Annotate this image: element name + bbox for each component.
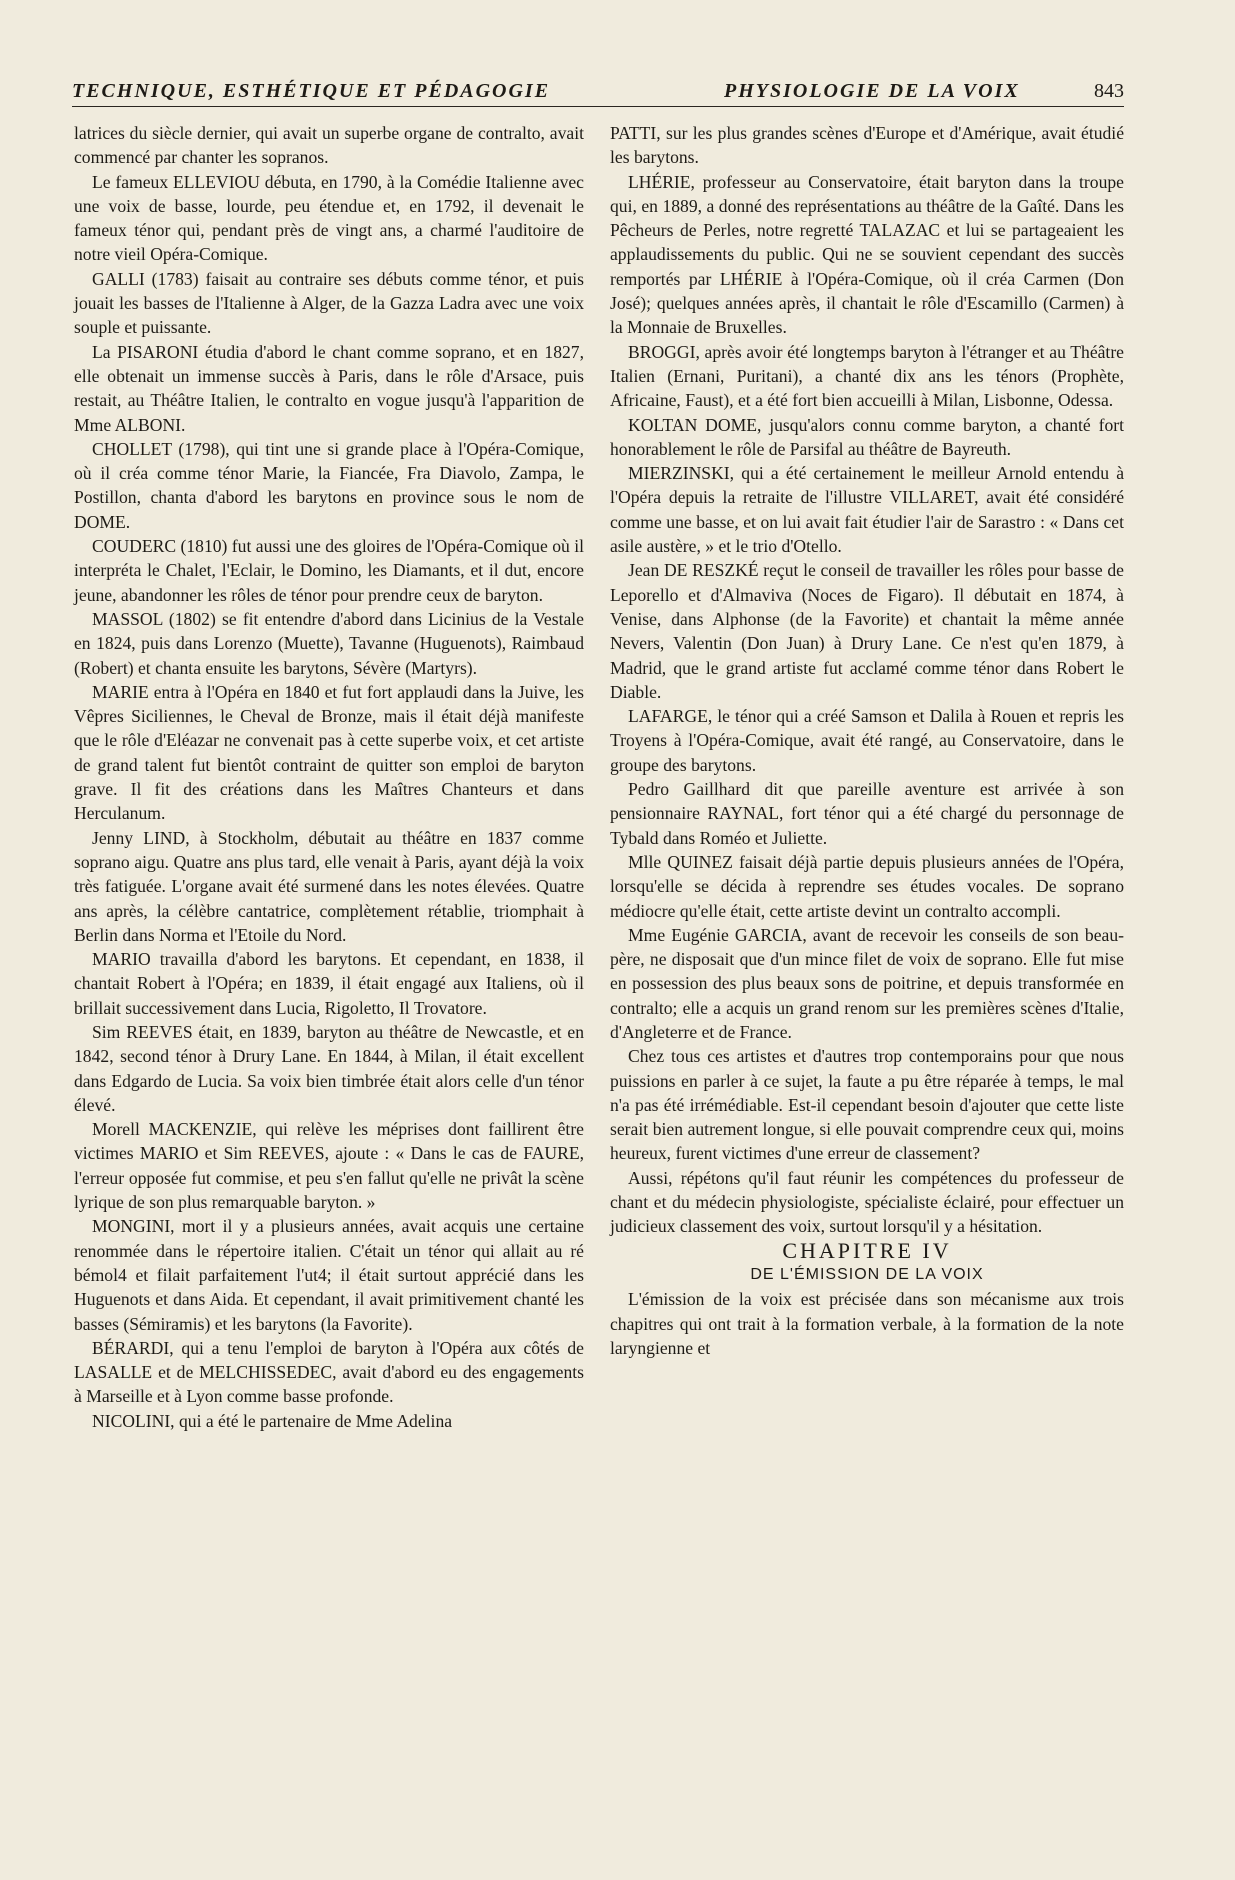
chapter-subtitle: DE L'ÉMISSION DE LA VOIX	[750, 1265, 984, 1283]
paragraph: Morell MACKENZIE, qui relève les méprises dont faillirent être victimes MARIO et Sim REEVES, ajoute : « Dans le cas de FAURE, l'erreur opposée fut commise, et peu s'en fallut qu'elle ne privât la scène lyrique de son plus remarquable baryton. »	[74, 1119, 584, 1213]
paragraph: BÉRARDI, qui a tenu l'emploi de baryton à l'Opéra aux côtés de LASALLE et de MELCHISSEDEC, avait d'abord eu des engagements à Marseille et à Lyon comme basse profonde.	[74, 1337, 584, 1407]
running-header	[72, 76, 1124, 107]
paragraph: NICOLINI, qui a été le partenaire de Mme Adelina	[92, 1410, 453, 1431]
paragraph: Pedro Gaillhard dit que pareille aventure est arrivée à son pensionnaire RAYNAL, fort ténor qui a été chargé du personnage de Tybald dans Roméo et Juliette.	[610, 779, 1124, 848]
paragraph: Chez tous ces artistes et d'autres trop contemporains pour que nous puissions en parler à ce sujet, la faute a pu être réparée à temps, le mal n'a pas été irrémédiable. Est-il cependant besoin d'ajouter que cette liste serait bien autrement longue, si elle pouvait comprendre ceux qui, moins heureux, furent victimes d'une erreur de classement?	[610, 1046, 1124, 1164]
paragraph: BROGGI, après avoir été longtemps baryton à l'étranger et au Théâtre Italien (Ernani, Puritani), a chanté dix ans les ténors (Prophète, Africaine, Faust), et a été fort bien accueilli à Milan, Lisbonne, Odessa.	[610, 341, 1124, 411]
paragraph: KOLTAN DOME, jusqu'alors connu comme baryton, a chanté fort honorablement le rôle de Parsifal au théâtre de Bayreuth.	[610, 414, 1124, 459]
right-column	[610, 121, 1124, 1360]
left-column	[74, 121, 584, 1433]
paragraph: Mme Eugénie GARCIA, avant de recevoir les conseils de son beau-père, ne disposait que d'un mince filet de voix de soprano. Elle fut mise en possession des plus beaux sons de poitrine, et depuis transformée en contralto; elle a acquis un grand renom sur les premières scènes d'Italie, d'Angleterre et de France.	[610, 924, 1124, 1042]
paragraph: MONGINI, mort il y a plusieurs années, avait acquis une certaine renommée dans le répertoire italien. C'était un ténor qui allait au ré bémol4 et filait parfaitement l'ut4; il était surtout apprécié dans les Huguenots et dans Aida. Et cependant, il avait primitivement chanté les basses (Sémiramis) et les barytons (la Favorite).	[74, 1216, 584, 1334]
paragraph: COUDERC (1810) fut aussi une des gloires de l'Opéra-Comique où il interpréta le Chalet, l'Eclair, le Domino, les Diamants, et il dut, encore jeune, abandonner les rôles de ténor pour prendre ceux de baryton.	[74, 536, 584, 605]
paragraph: Le fameux ELLEVIOU débuta, en 1790, à la Comédie Italienne avec une voix de basse, lourde, peu étendue et, en 1792, il devenait le fameux ténor qui, pendant près de vingt ans, a charmé l'auditoire de notre vieil Opéra-Comique.	[74, 171, 584, 265]
page-number: 843	[1094, 80, 1124, 102]
paragraph: latrices du siècle dernier, qui avait un superbe organe de contralto, avait commencé par chanter les sopranos.	[74, 123, 584, 168]
paragraph: Aussi, répétons qu'il faut réunir les compétences du professeur de chant et du médecin physiologiste, spécialiste éclairé, pour effectuer un judicieux classement des voix, surtout lorsqu'il y a hésitation.	[610, 1167, 1124, 1237]
paragraph: MASSOL (1802) se fit entendre d'abord dans Licinius de la Vestale en 1824, puis dans Lorenzo (Muette), Tavanne (Huguenots), Raimbaud (Robert) et chanta ensuite les barytons, Sévère (Martyrs).	[74, 608, 584, 678]
paragraph: LHÉRIE, professeur au Conservatoire, était baryton dans la troupe qui, en 1889, a donné des représentations au théâtre de la Gaîté. Dans les Pêcheurs de Perles, notre regretté TALAZAC et lui se partageaient les applaudissements du public. Qui ne se souvient cependant des succès remportés par LHÉRIE à l'Opéra-Comique, où il créa Carmen (Don José); quelques années après, il chantait le rôle d'Escamillo (Carmen) à la Monnaie de Bruxelles.	[610, 171, 1124, 338]
header-left-title: TECHNIQUE, ESTHÉTIQUE ET PÉDAGOGIE	[72, 80, 551, 102]
chapter-intro-paragraph: L'émission de la voix est précisée dans son mécanisme aux trois chapitres qui ont trait à la formation verbale, à la formation de la note laryngienne et	[610, 1289, 1124, 1358]
paragraph: MIERZINSKI, qui a été certainement le meilleur Arnold entendu à l'Opéra depuis la retraite de l'illustre VILLARET, avait été considéré comme une basse, et on lui avait fait étudier l'air de Sarastro : « Dans cet asile austère, » et le trio d'Otello.	[610, 463, 1124, 557]
paragraph: La PISARONI étudia d'abord le chant comme soprano, et en 1827, elle obtenait un immense succès à Paris, dans le rôle d'Arsace, puis restait, au Théâtre Italien, le contralto en vogue jusqu'à l'apparition de Mme ALBONI.	[74, 341, 584, 435]
paragraph: MARIE entra à l'Opéra en 1840 et fut fort applaudi dans la Juive, les Vêpres Siciliennes, le Cheval de Bronze, mais il était déjà manifeste que le rôle d'Eléazar ne convenait pas à cette superbe voix, et cet artiste de grand talent fut bientôt contraint de quitter son emploi de baryton grave. Il fit des créations dans les Maîtres Chanteurs et dans Herculanum.	[74, 681, 584, 824]
chapter-heading: CHAPITRE IV	[782, 1237, 952, 1263]
paragraph: GALLI (1783) faisait au contraire ses débuts comme ténor, et puis jouait les basses de l'Italienne à Alger, de la Gazza Ladra avec une voix souple et puissante.	[74, 268, 584, 338]
paragraph: MARIO travailla d'abord les barytons. Et cependant, en 1838, il chantait Robert à l'Opéra; en 1839, il était engagé aux Italiens, où il brillait successivement dans Lucia, Rigoletto, Il Trovatore.	[74, 949, 584, 1018]
paragraph: LAFARGE, le ténor qui a créé Samson et Dalila à Rouen et repris les Troyens à l'Opéra-Comique, avait été rangé, au Conservatoire, dans le groupe des barytons.	[610, 706, 1124, 775]
paragraph: Jean DE RESZKÉ reçut le conseil de travailler les rôles pour basse de Leporello et d'Almaviva (Noces de Figaro). Il débutait en 1874, à Venise, dans Alphonse (de la Favorite) et chantait la même année Nevers, Valentin (Don Juan) à Drury Lane. Ce n'est qu'en 1879, à Madrid, que le grand artiste fut acclamé comme ténor dans Robert le Diable.	[610, 560, 1124, 702]
paragraph: PATTI, sur les plus grandes scènes d'Europe et d'Amérique, avait étudié les barytons.	[610, 123, 1124, 168]
paragraph: Sim REEVES était, en 1839, baryton au théâtre de Newcastle, et en 1842, second ténor à Drury Lane. En 1844, à Milan, il était excellent dans Edgardo de Lucia. Sa voix bien timbrée était alors celle d'un ténor élevé.	[74, 1021, 584, 1115]
paragraph: CHOLLET (1798), qui tint une si grande place à l'Opéra-Comique, où il créa comme ténor Marie, la Fiancée, Fra Diavolo, Zampa, le Postillon, chanta d'abord les barytons en province sous le nom de DOME.	[74, 438, 584, 532]
paragraph: Mlle QUINEZ faisait déjà partie depuis plusieurs années de l'Opéra, lorsqu'elle se décida à reprendre ses études vocales. De soprano médiocre qu'elle était, cette artiste devint un contralto accompli.	[610, 851, 1124, 921]
paragraph: Jenny LIND, à Stockholm, débutait au théâtre en 1837 comme soprano aigu. Quatre ans plus tard, elle venait à Paris, ayant déjà la voix très fatiguée. L'organe avait été surmené dans les notes élevées. Quatre ans après, la célèbre cantatrice, complètement rétablie, triomphait à Berlin dans Norma et l'Etoile du Nord.	[74, 827, 584, 945]
header-right-title: PHYSIOLOGIE DE LA VOIX	[724, 80, 1020, 102]
